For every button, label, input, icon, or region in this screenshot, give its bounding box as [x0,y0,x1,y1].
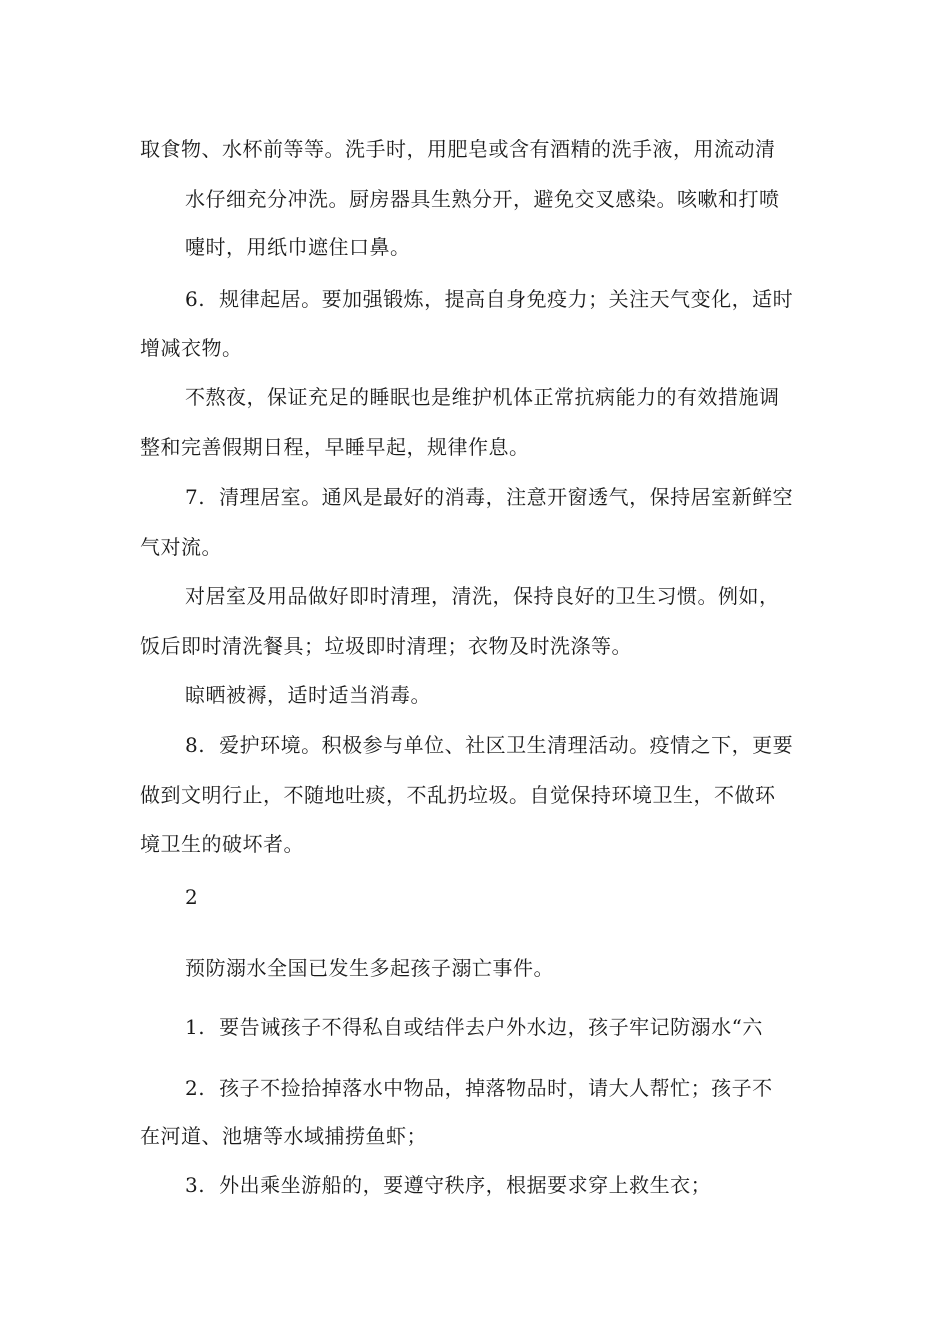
text-line: 嚏时，用纸巾遮住口鼻。 [185,235,411,259]
list-number: 1. [185,1015,206,1039]
list-text: 外出乘坐游船的，要遵守秩序，根据要求穿上救生衣； [219,1173,712,1197]
list-text: 孩子不捡拾掉落水中物品，掉落物品时，请大人帮忙；孩子不 [219,1076,773,1100]
list-number: 6. [185,287,206,311]
text-line: 对居室及用品做好即时清理，清洗，保持良好的卫生习惯。例如， [185,584,780,608]
text-line: 境卫生的破坏者。 [140,832,304,856]
text-line: 在河道、池塘等水域捕捞鱼虾； [140,1124,427,1148]
text-line: 饭后即时清洗餐具；垃圾即时清理；衣物及时洗涤等。 [140,634,632,658]
list-number: 3. [185,1173,206,1197]
list-text: 清理居室。通风是最好的消毒，注意开窗透气，保持居室新鲜空 [219,485,794,509]
text-line: 增减衣物。 [140,336,243,360]
list-item-8 [185,732,793,758]
list-item-6 [185,286,793,312]
list-number: 7. [185,485,206,509]
list-text: 要告诫孩子不得私自或结伴去户外水边，孩子牢记防溺水“六 [219,1015,763,1039]
text-line: 不熬夜，保证充足的睡眠也是维护机体正常抗病能力的有效措施调 [185,385,780,409]
list-number: 8. [185,733,206,757]
list-text: 爱护环境。积极参与单位、社区卫生清理活动。疫情之下，更要 [219,733,794,757]
text-line: 晾晒被褥，适时适当消毒。 [185,683,431,707]
text-line: 水仔细充分冲洗。厨房器具生熟分开，避免交叉感染。咳嗽和打喷 [185,187,780,211]
list-number: 2. [185,1076,206,1100]
section-heading: 预防溺水全国已发生多起孩子溺亡事件。 [185,956,554,980]
text-line: 取食物、水杯前等等。洗手时，用肥皂或含有酒精的洗手液，用流动清 [140,137,776,161]
text-line: 气对流。 [140,535,222,559]
section-number: 2 [185,885,199,909]
list-item-3 [185,1172,711,1198]
text-line: 整和完善假期日程，早睡早起，规律作息。 [140,435,530,459]
list-text: 规律起居。要加强锻炼，提高自身免疫力；关注天气变化，适时 [219,287,794,311]
list-item-7 [185,484,793,510]
list-item-2 [185,1075,773,1101]
text-line: 做到文明行止，不随地吐痰，不乱扔垃圾。自觉保持环境卫生，不做环 [140,783,776,807]
list-item-1 [185,1014,763,1040]
